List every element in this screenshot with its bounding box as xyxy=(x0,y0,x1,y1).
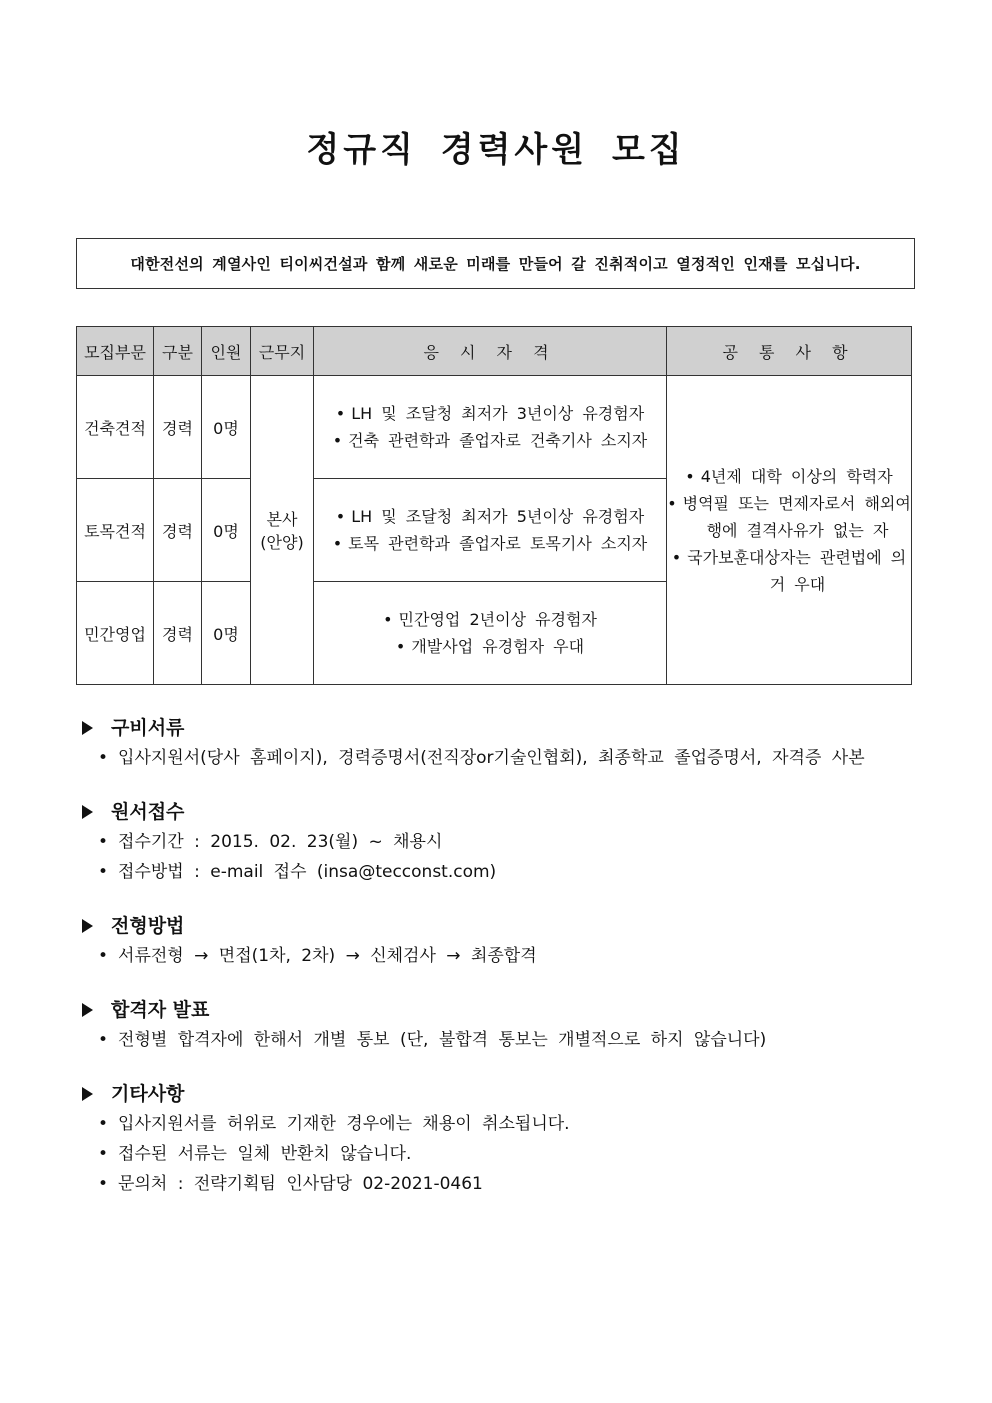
header-count: 인원 xyxy=(202,327,251,376)
count-cell: 0명 xyxy=(202,376,251,479)
section-heading: 원서접수 xyxy=(111,801,185,823)
section-application xyxy=(82,797,932,887)
triangle-bullet-icon xyxy=(82,805,93,819)
qualification-item: • LH 및 조달청 최저가 3년이상 유경험자 xyxy=(314,400,666,427)
qualification-item: • 건축 관련학과 졸업자로 건축기사 소지자 xyxy=(314,427,666,454)
header-common: 공 통 사 항 xyxy=(667,327,912,376)
common-cell xyxy=(667,376,912,685)
count-cell: 0명 xyxy=(202,479,251,582)
section-item: • 서류전형 → 면접(1차, 2차) → 신체검사 → 최종합격 xyxy=(98,941,932,971)
location-main: 본사 xyxy=(266,510,298,529)
section-item: • 접수기간 : 2015. 02. 23(월) ~ 채용시 xyxy=(98,827,932,857)
section-documents xyxy=(82,713,932,773)
info-sections xyxy=(82,713,932,1223)
triangle-bullet-icon xyxy=(82,919,93,933)
page-title: 정규직 경력사원 모집 xyxy=(306,130,686,170)
intro-text: 대한전선의 계열사인 티이씨건설과 함께 새로운 미래를 만들어 갈 진취적이고 열정적인 인재를 모십니다. xyxy=(130,255,861,273)
triangle-bullet-icon xyxy=(82,1087,93,1101)
section-heading: 합격자 발표 xyxy=(111,999,210,1021)
section-item: • 문의처 : 전략기획팀 인사담당 02-2021-0461 xyxy=(98,1169,932,1199)
recruitment-table xyxy=(76,326,912,685)
type-cell: 경력 xyxy=(154,582,202,685)
qualifications-cell xyxy=(314,376,667,479)
header-location: 근무지 xyxy=(251,327,314,376)
location-cell xyxy=(251,376,314,685)
triangle-bullet-icon xyxy=(82,721,93,735)
section-item: • 접수된 서류는 일체 반환치 않습니다. xyxy=(98,1139,932,1169)
field-cell: 토목견적 xyxy=(77,479,154,582)
section-heading: 구비서류 xyxy=(111,717,185,739)
common-item: • 4년제 대학 이상의 학력자 xyxy=(667,463,911,490)
field-cell: 건축견적 xyxy=(77,376,154,479)
qualification-item: • LH 및 조달청 최저가 5년이상 유경험자 xyxy=(314,503,666,530)
qualifications-cell xyxy=(314,479,667,582)
triangle-bullet-icon xyxy=(82,1003,93,1017)
section-heading: 기타사항 xyxy=(111,1083,185,1105)
table-row xyxy=(77,376,912,479)
location-sub: (안양) xyxy=(260,533,304,552)
type-cell: 경력 xyxy=(154,376,202,479)
section-item: • 전형별 합격자에 한해서 개별 통보 (단, 불합격 통보는 개별적으로 하지 않습니다) xyxy=(98,1025,932,1055)
common-item: • 국가보훈대상자는 관련법에 의거 우대 xyxy=(667,544,911,598)
header-type: 구분 xyxy=(154,327,202,376)
section-item: • 입사지원서를 허위로 기재한 경우에는 채용이 취소됩니다. xyxy=(98,1109,932,1139)
type-cell: 경력 xyxy=(154,479,202,582)
section-etc xyxy=(82,1079,932,1199)
count-cell: 0명 xyxy=(202,582,251,685)
section-item: • 접수방법 : e-mail 접수 (insa@tecconst.com) xyxy=(98,857,932,887)
qualifications-cell xyxy=(314,582,667,685)
header-field: 모집부문 xyxy=(77,327,154,376)
common-item: • 병역필 또는 면제자로서 해외여행에 결격사유가 없는 자 xyxy=(667,490,911,544)
section-selection xyxy=(82,911,932,971)
section-heading: 전형방법 xyxy=(111,915,185,937)
field-cell: 민간영업 xyxy=(77,582,154,685)
section-announcement xyxy=(82,995,932,1055)
table-header-row xyxy=(77,327,912,376)
qualification-item: • 민간영업 2년이상 유경험자 xyxy=(314,606,666,633)
header-qualifications: 응 시 자 격 xyxy=(314,327,667,376)
intro-box xyxy=(76,238,915,289)
section-item: • 입사지원서(당사 홈페이지), 경력증명서(전직장or기술인협회), 최종학교 졸업증명서, 자격증 사본 xyxy=(98,743,932,773)
qualification-item: • 개발사업 유경험자 우대 xyxy=(314,633,666,660)
qualification-item: • 토목 관련학과 졸업자로 토목기사 소지자 xyxy=(314,530,666,557)
